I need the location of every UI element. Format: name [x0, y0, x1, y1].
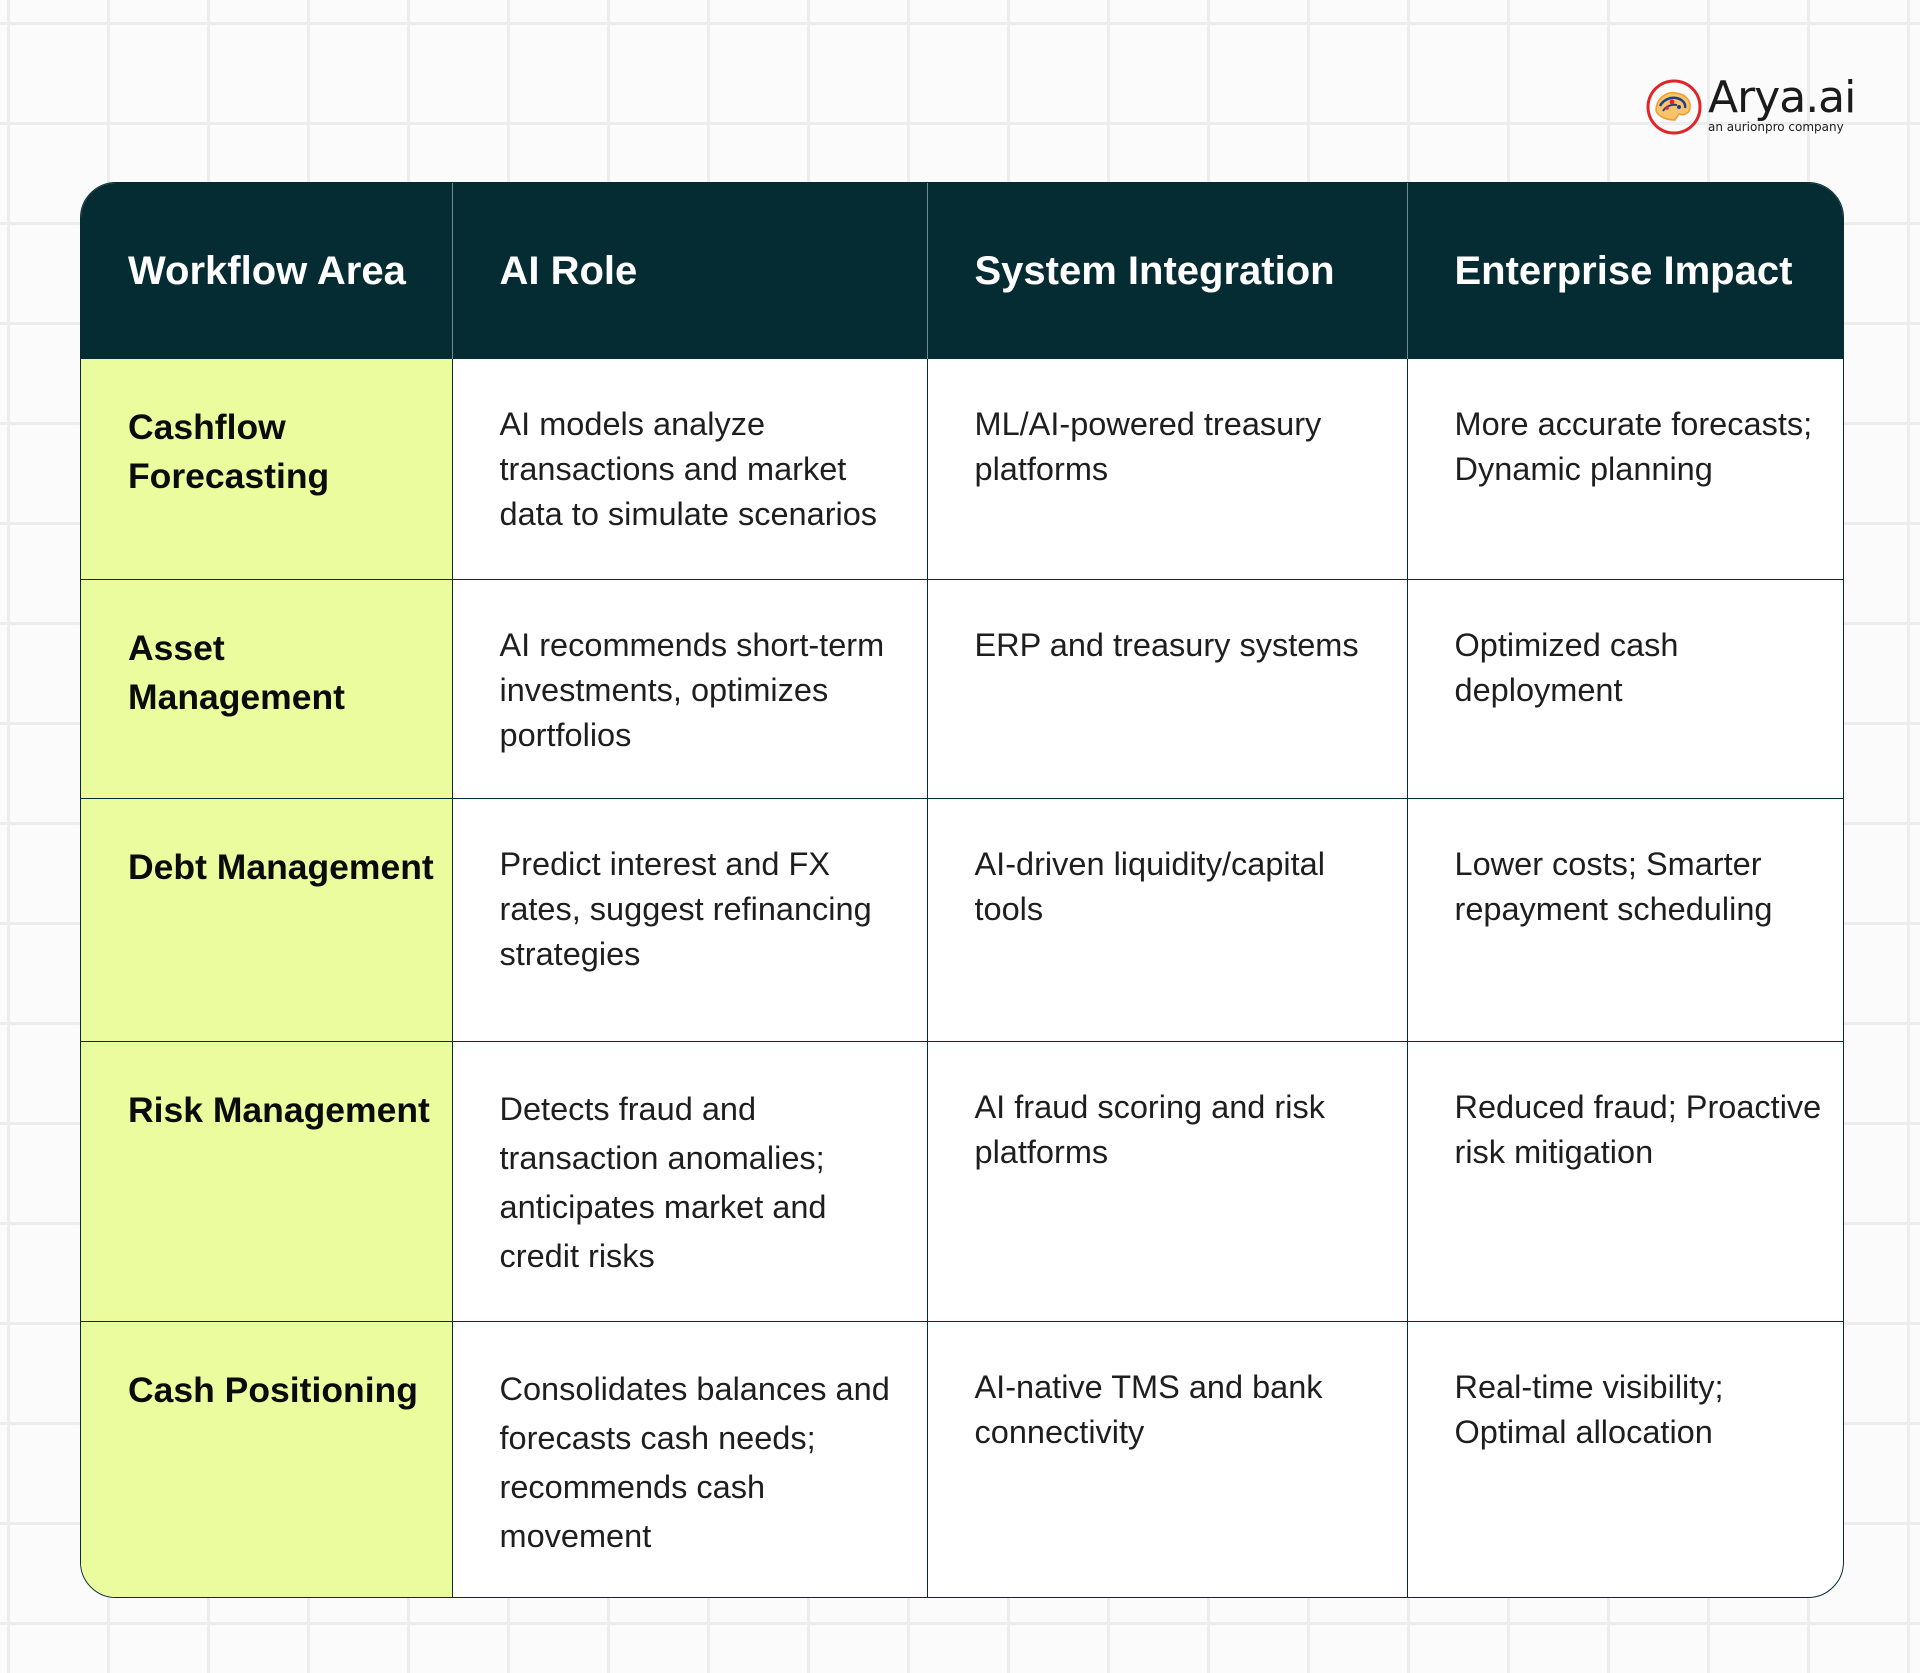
header-system-integration: System Integration — [927, 183, 1407, 359]
system-integration-cell: ML/AI-powered treasury platforms — [927, 359, 1407, 579]
header-workflow-area: Workflow Area — [81, 183, 452, 359]
table-header — [81, 183, 1843, 359]
workflow-area-cell: Risk Management — [81, 1041, 452, 1321]
table-row — [81, 1041, 1843, 1321]
logo-wordmark: Arya.ai — [1708, 72, 1856, 123]
ai-role-cell: Predict interest and FX rates, suggest refinancing strategies — [452, 798, 927, 1041]
table-row — [81, 798, 1843, 1041]
logo-tagline: an aurionpro company — [1708, 120, 1844, 134]
system-integration-cell: AI-native TMS and bank connectivity — [927, 1321, 1407, 1597]
enterprise-impact-cell: More accurate forecasts; Dynamic planning — [1407, 359, 1843, 579]
enterprise-impact-cell: Lower costs; Smarter repayment scheduling — [1407, 798, 1843, 1041]
header-ai-role: AI Role — [452, 183, 927, 359]
ai-role-cell: Detects fraud and transaction anomalies; anticipates market and credit risks — [452, 1041, 927, 1321]
enterprise-impact-cell: Reduced fraud; Proactive risk mitigation — [1407, 1041, 1843, 1321]
brain-logo-icon — [1645, 78, 1703, 136]
table-row — [81, 359, 1843, 579]
workflow-table-grid — [81, 183, 1843, 1597]
ai-role-cell: Consolidates balances and forecasts cash needs; recommends cash movement — [452, 1321, 927, 1597]
table-row — [81, 579, 1843, 798]
system-integration-cell: ERP and treasury systems — [927, 579, 1407, 798]
ai-role-cell: AI models analyze transactions and market data to simulate scenarios — [452, 359, 927, 579]
workflow-table — [80, 182, 1844, 1598]
enterprise-impact-cell: Real-time visibility; Optimal allocation — [1407, 1321, 1843, 1597]
workflow-area-cell: Cashflow Forecasting — [81, 359, 452, 579]
table-row — [81, 1321, 1843, 1597]
system-integration-cell: AI-driven liquidity/capital tools — [927, 798, 1407, 1041]
workflow-area-cell: Cash Positioning — [81, 1321, 452, 1597]
ai-role-cell: AI recommends short-term investments, optimizes portfolios — [452, 579, 927, 798]
enterprise-impact-cell: Optimized cash deployment — [1407, 579, 1843, 798]
workflow-area-cell: Debt Management — [81, 798, 452, 1041]
header-enterprise-impact: Enterprise Impact — [1407, 183, 1843, 359]
arya-logo — [1645, 72, 1856, 142]
workflow-area-cell: Asset Management — [81, 579, 452, 798]
system-integration-cell: AI fraud scoring and risk platforms — [927, 1041, 1407, 1321]
